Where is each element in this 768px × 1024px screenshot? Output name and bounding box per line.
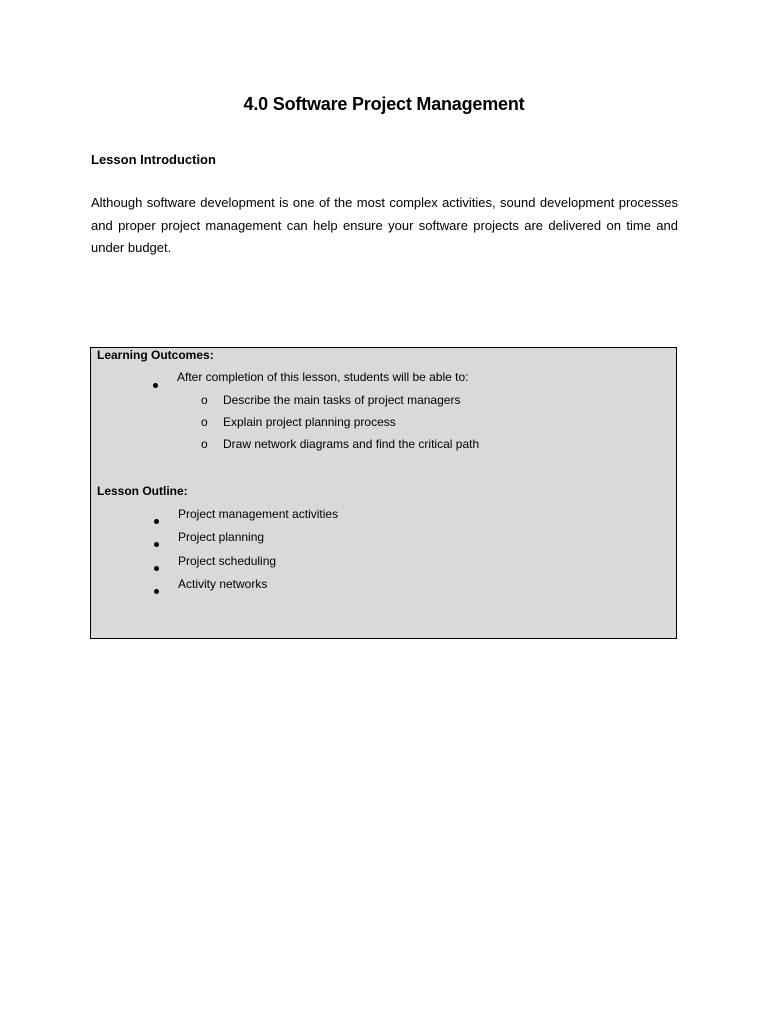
sub-bullet-marker: o bbox=[201, 437, 208, 451]
page-title: 4.0 Software Project Management bbox=[243, 94, 525, 114]
lesson-outline-heading: Lesson Outline: bbox=[97, 484, 188, 498]
lesson-introduction-paragraph bbox=[91, 192, 678, 260]
bullet-icon bbox=[153, 377, 158, 391]
outline-item: Project scheduling bbox=[178, 554, 277, 568]
sub-bullet-marker: o bbox=[201, 393, 208, 407]
outline-item: Project planning bbox=[178, 530, 265, 544]
learning-outcomes-heading: Learning Outcomes: bbox=[97, 348, 214, 362]
outcome-item: Draw network diagrams and find the critical path bbox=[223, 437, 480, 451]
bullet-icon bbox=[154, 583, 159, 597]
outline-item: Project management activities bbox=[178, 507, 339, 521]
learning-outcomes-box bbox=[90, 347, 677, 639]
outline-item: Activity networks bbox=[178, 577, 268, 591]
bullet-icon bbox=[154, 536, 159, 550]
sub-bullet-marker: o bbox=[201, 415, 208, 429]
bullet-icon bbox=[154, 560, 159, 574]
intro-text: Although software development is one of the most complex activities, sound development processes and proper project management can help ensure your software projects are delivered on time and under budget. bbox=[91, 195, 678, 255]
outcome-item: Describe the main tasks of project managers bbox=[223, 393, 461, 407]
outcome-item: Explain project planning process bbox=[223, 415, 396, 429]
bullet-icon bbox=[154, 513, 159, 527]
outcomes-lead: After completion of this lesson, students will be able to: bbox=[177, 370, 469, 384]
lesson-introduction-heading: Lesson Introduction bbox=[91, 152, 216, 167]
